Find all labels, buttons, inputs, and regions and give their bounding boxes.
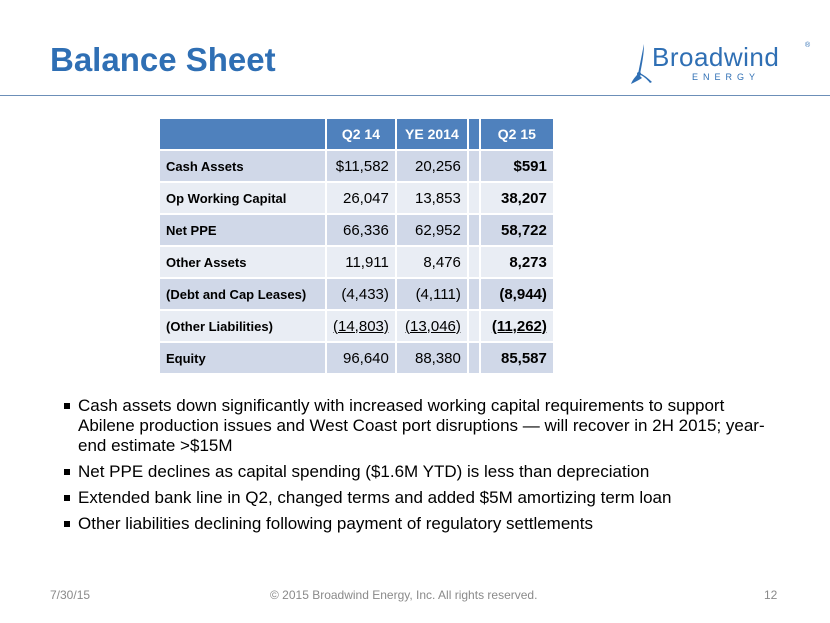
list-item	[64, 514, 784, 534]
row-label: Net PPE	[160, 215, 325, 245]
cell-q2-14: $11,582	[327, 151, 395, 181]
cell-gap	[469, 183, 479, 213]
cell-q2-14: (4,433)	[327, 279, 395, 309]
wind-turbine-icon	[630, 40, 654, 86]
cell-gap	[469, 311, 479, 341]
table-header-row	[160, 119, 553, 149]
cell-ye-2014: 88,380	[397, 343, 467, 373]
bullet-text: Other liabilities declining following payment of regulatory settlements	[78, 514, 593, 533]
bullet-text: Cash assets down significantly with increased working capital requirements to support Abilene production issues and West Coast port disruptions — will recover in 2H 2015; year-end estimate >$15M	[78, 396, 765, 455]
cell-q2-15: 38,207	[481, 183, 553, 213]
cell-value: (13,046)	[405, 317, 461, 335]
cell-value: (14,803)	[333, 317, 389, 335]
square-bullet-icon	[64, 495, 70, 501]
cell-value: (11,262)	[491, 317, 547, 335]
row-label: (Debt and Cap Leases)	[160, 279, 325, 309]
row-label: Equity	[160, 343, 325, 373]
balance-sheet-table	[158, 117, 555, 375]
broadwind-logo	[630, 36, 810, 86]
cell-ye-2014: (4,111)	[397, 279, 467, 309]
header-label	[160, 119, 325, 149]
logo-registered-mark: ®	[805, 42, 811, 49]
table-row	[160, 151, 553, 181]
footer-copyright: © 2015 Broadwind Energy, Inc. All rights reserved.	[270, 588, 538, 602]
cell-q2-15: 8,273	[481, 247, 553, 277]
table-row	[160, 343, 553, 373]
header-q2-14: Q2 14	[327, 119, 395, 149]
table-row	[160, 311, 553, 341]
cell-gap	[469, 151, 479, 181]
cell-gap	[469, 279, 479, 309]
cell-q2-15: 85,587	[481, 343, 553, 373]
cell-q2-15	[481, 311, 553, 341]
cell-q2-15: $591	[481, 151, 553, 181]
row-label: Other Assets	[160, 247, 325, 277]
row-label: (Other Liabilities)	[160, 311, 325, 341]
logo-wordmark: Broadwind	[652, 42, 780, 72]
table-row	[160, 183, 553, 213]
header-gap	[469, 119, 479, 149]
list-item	[64, 488, 784, 508]
cell-ye-2014: 20,256	[397, 151, 467, 181]
footer-date: 7/30/15	[50, 588, 91, 602]
cell-q2-15: 58,722	[481, 215, 553, 245]
bullet-text: Net PPE declines as capital spending ($1.6M YTD) is less than depreciation	[78, 462, 650, 481]
square-bullet-icon	[64, 469, 70, 475]
header-ye-2014: YE 2014	[397, 119, 467, 149]
cell-q2-14	[327, 311, 395, 341]
bullet-list	[64, 396, 784, 540]
cell-q2-14: 66,336	[327, 215, 395, 245]
square-bullet-icon	[64, 521, 70, 527]
table-row	[160, 247, 553, 277]
cell-ye-2014: 62,952	[397, 215, 467, 245]
cell-ye-2014: 13,853	[397, 183, 467, 213]
cell-gap	[469, 215, 479, 245]
list-item	[64, 396, 784, 456]
cell-q2-14: 96,640	[327, 343, 395, 373]
list-item	[64, 462, 784, 482]
cell-gap	[469, 247, 479, 277]
title-divider	[0, 95, 830, 96]
cell-q2-14: 11,911	[327, 247, 395, 277]
cell-q2-14: 26,047	[327, 183, 395, 213]
cell-q2-15: (8,944)	[481, 279, 553, 309]
cell-gap	[469, 343, 479, 373]
logo-subtitle: ENERGY	[692, 72, 761, 82]
cell-ye-2014	[397, 311, 467, 341]
slide-title: Balance Sheet	[50, 41, 276, 78]
row-label: Cash Assets	[160, 151, 325, 181]
bullet-text: Extended bank line in Q2, changed terms and added $5M amortizing term loan	[78, 488, 672, 507]
header-q2-15: Q2 15	[481, 119, 553, 149]
square-bullet-icon	[64, 403, 70, 409]
footer-page-number: 12	[764, 588, 778, 602]
row-label: Op Working Capital	[160, 183, 325, 213]
table-row	[160, 279, 553, 309]
cell-ye-2014: 8,476	[397, 247, 467, 277]
table-row	[160, 215, 553, 245]
